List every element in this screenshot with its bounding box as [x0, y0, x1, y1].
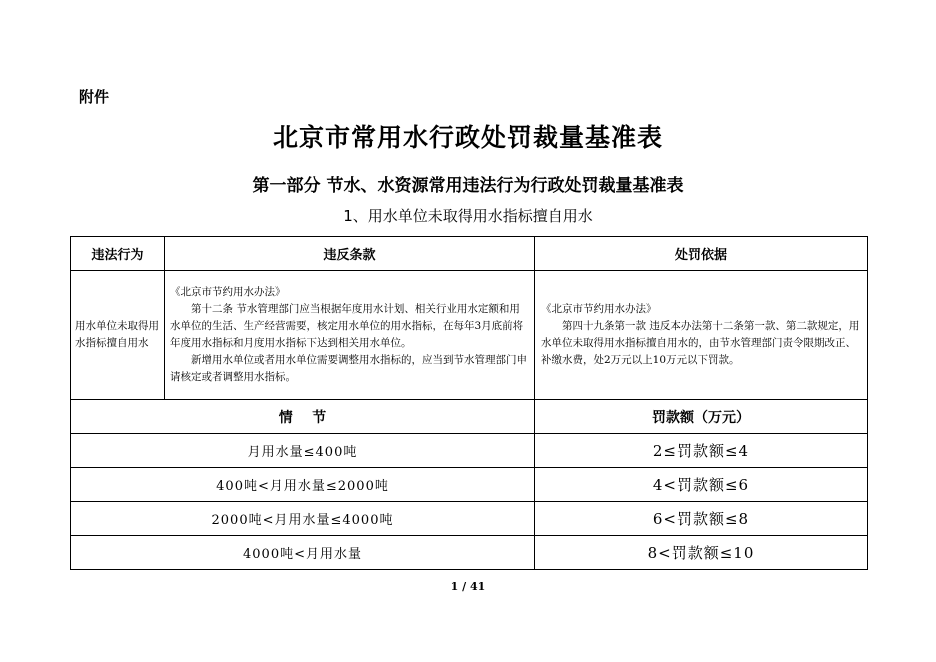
- table-subheader-row: [71, 400, 868, 434]
- clause-source: 《北京市节约用水办法》: [170, 286, 286, 298]
- header-behavior: 违法行为: [71, 237, 165, 271]
- header-penalty-basis: 处罚依据: [535, 237, 868, 271]
- cell-penalty-basis: [535, 271, 868, 400]
- section-heading: 1、用水单位未取得用水指标擅自用水: [343, 207, 593, 225]
- penalty-benchmark-table: [70, 236, 868, 570]
- table-row: [71, 468, 868, 502]
- part-subtitle: 第一部分 节水、水资源常用违法行为行政处罚裁量基准表: [252, 176, 684, 196]
- document-title: 北京市常用水行政处罚裁量基准表: [272, 123, 663, 152]
- clause-paragraph-2: 新增用水单位或者用水单位需要调整用水指标的，应当到节水管理部门申请核定或者调整用水指标。: [170, 354, 527, 383]
- fine-cell: 4<罚款额≤6: [535, 468, 868, 502]
- table-header-row: [71, 237, 868, 271]
- basis-text: 第四十九条第一款 违反本办法第十二条第一款、第二款规定，用水单位未取得用水指标擅自用水的，由节水管理部门责令限期改正、补缴水费，处2万元以上10万元以下罚款。: [541, 320, 860, 366]
- subheader-circumstance: 情 节: [71, 400, 535, 434]
- table-row: [71, 502, 868, 536]
- cell-violated-clause: [165, 271, 535, 400]
- table-row: [71, 271, 868, 400]
- table-row: [71, 434, 868, 468]
- header-violated-clause: 违反条款: [165, 237, 535, 271]
- circumstance-cell: 月用水量≤400吨: [71, 434, 535, 468]
- table-row: [71, 536, 868, 570]
- circumstance-cell: 2000吨<月用水量≤4000吨: [71, 502, 535, 536]
- circumstance-cell: 4000吨<月用水量: [71, 536, 535, 570]
- basis-source: 《北京市节约用水办法》: [541, 303, 657, 315]
- subheader-fine: 罚款额（万元）: [535, 400, 868, 434]
- fine-cell: 8<罚款额≤10: [535, 536, 868, 570]
- fine-cell: 2≤罚款额≤4: [535, 434, 868, 468]
- clause-paragraph-1: 第十二条 节水管理部门应当根据年度用水计划、相关行业用水定额和用水单位的生活、生产经营需要，核定用水单位的用水指标，在每年3月底前将年度用水指标和月度用水指标下达到相关用水单位。: [170, 303, 524, 349]
- fine-cell: 6<罚款额≤8: [535, 502, 868, 536]
- attachment-label: 附件: [79, 88, 110, 106]
- circumstance-cell: 400吨<月用水量≤2000吨: [71, 468, 535, 502]
- page-number: 1 / 41: [450, 580, 486, 593]
- cell-behavior: 用水单位未取得用水指标擅自用水: [71, 271, 165, 400]
